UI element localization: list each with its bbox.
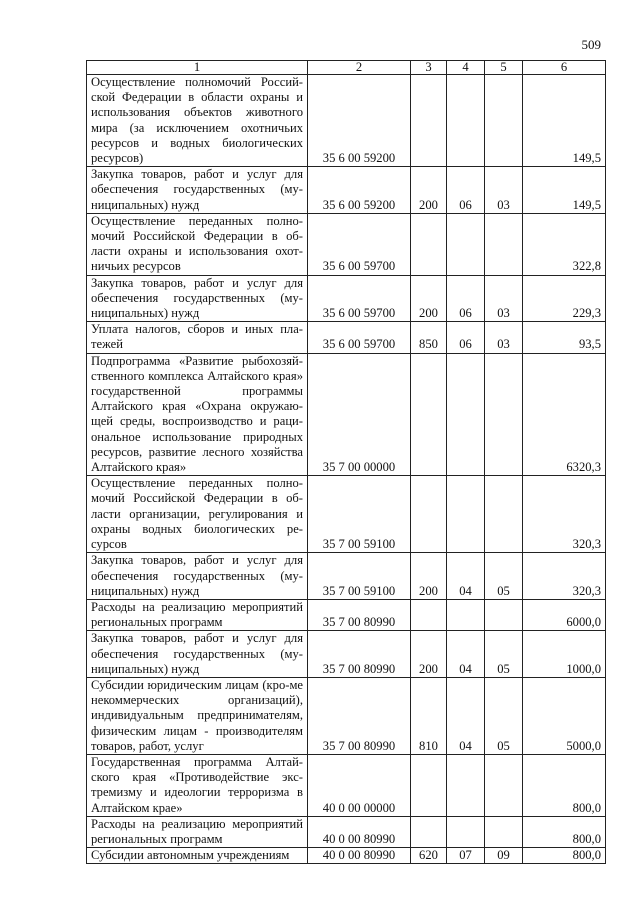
table-row [87, 553, 606, 600]
section-cell [447, 213, 485, 275]
table-row [87, 275, 606, 322]
section-cell [447, 353, 485, 476]
item-name-cell: Уплата налогов, сборов и иных пла-тежей [87, 322, 308, 353]
section-cell: 04 [447, 677, 485, 754]
amount-cell: 229,3 [523, 275, 606, 322]
table-row [87, 677, 606, 754]
item-name-cell: Закупка товаров, работ и услуг для обеспечения государственных (му-ниципальных) нужд [87, 631, 308, 678]
subsection-cell: 05 [485, 553, 523, 600]
subsection-cell [485, 754, 523, 816]
table-row [87, 75, 606, 167]
item-name-cell: Подпрограмма «Развитие рыбохозяй-ственного комплекса Алтайского края» государственной программы Алтайского края «Охрана окружаю-щей среды, воспроизводство и раци-ональное использование природных ресурсов, развитие лесного хозяйства Алтайского края» [87, 353, 308, 476]
section-cell [447, 599, 485, 630]
target-code-cell: 35 7 00 80990 [308, 631, 411, 678]
item-name-cell: Осуществление полномочий Россий-ской Федерации в области охраны и использования объектов животного мира (за исключением охотничьих ресурсов и водных биологических ресурсов) [87, 75, 308, 167]
expense-type-cell: 620 [411, 848, 447, 864]
item-name-cell: Субсидии автономным учреждениям [87, 848, 308, 864]
table-row [87, 599, 606, 630]
target-code-cell: 35 6 00 59700 [308, 322, 411, 353]
section-cell: 06 [447, 275, 485, 322]
expense-type-cell: 200 [411, 631, 447, 678]
table-row [87, 816, 606, 847]
target-code-cell: 35 6 00 59700 [308, 213, 411, 275]
column-header: 5 [485, 61, 523, 75]
target-code-cell: 35 6 00 59200 [308, 75, 411, 167]
expense-type-cell [411, 754, 447, 816]
amount-cell: 93,5 [523, 322, 606, 353]
expense-type-cell: 200 [411, 167, 447, 214]
section-cell: 06 [447, 167, 485, 214]
target-code-cell: 35 7 00 00000 [308, 353, 411, 476]
table-row [87, 167, 606, 214]
expense-type-cell [411, 75, 447, 167]
subsection-cell: 03 [485, 322, 523, 353]
amount-cell: 320,3 [523, 553, 606, 600]
table-row [87, 631, 606, 678]
item-name-cell: Закупка товаров, работ и услуг для обеспечения государственных (му-ниципальных) нужд [87, 275, 308, 322]
expense-type-cell: 200 [411, 275, 447, 322]
target-code-cell: 40 0 00 80990 [308, 816, 411, 847]
table-body [87, 75, 606, 864]
subsection-cell [485, 476, 523, 553]
table-row [87, 213, 606, 275]
item-name-cell: Осуществление переданных полно-мочий Российской Федерации в об-ласти охраны и использования охот-ничьих ресурсов [87, 213, 308, 275]
section-cell: 07 [447, 848, 485, 864]
column-header: 1 [87, 61, 308, 75]
table-row [87, 353, 606, 476]
item-name-cell: Расходы на реализацию мероприятий региональных программ [87, 816, 308, 847]
amount-cell: 800,0 [523, 754, 606, 816]
subsection-cell: 03 [485, 167, 523, 214]
column-header: 4 [447, 61, 485, 75]
subsection-cell: 03 [485, 275, 523, 322]
amount-cell: 6000,0 [523, 599, 606, 630]
page-number: 509 [581, 37, 601, 52]
section-cell [447, 75, 485, 167]
item-name-cell: Осуществление переданных полно-мочий Российской Федерации в об-ласти организации, регулирования и охраны водных биологических ре-сурсов [87, 476, 308, 553]
expense-type-cell [411, 816, 447, 847]
budget-table [86, 60, 606, 864]
amount-cell: 149,5 [523, 167, 606, 214]
amount-cell: 320,3 [523, 476, 606, 553]
table-header-row [87, 61, 606, 75]
expense-type-cell: 200 [411, 553, 447, 600]
target-code-cell: 35 7 00 80990 [308, 599, 411, 630]
subsection-cell [485, 353, 523, 476]
target-code-cell: 35 6 00 59200 [308, 167, 411, 214]
subsection-cell: 05 [485, 631, 523, 678]
expense-type-cell [411, 353, 447, 476]
subsection-cell: 09 [485, 848, 523, 864]
section-cell [447, 476, 485, 553]
subsection-cell: 05 [485, 677, 523, 754]
target-code-cell: 35 6 00 59700 [308, 275, 411, 322]
item-name-cell: Государственная программа Алтай-ского края «Противодействие экс-тремизму и идеологии терроризма в Алтайском крае» [87, 754, 308, 816]
amount-cell: 6320,3 [523, 353, 606, 476]
expense-type-cell [411, 599, 447, 630]
amount-cell: 322,8 [523, 213, 606, 275]
target-code-cell: 35 7 00 80990 [308, 677, 411, 754]
table-row [87, 848, 606, 864]
subsection-cell [485, 75, 523, 167]
expense-type-cell [411, 476, 447, 553]
section-cell [447, 816, 485, 847]
item-name-cell: Закупка товаров, работ и услуг для обеспечения государственных (му-ниципальных) нужд [87, 167, 308, 214]
target-code-cell: 35 7 00 59100 [308, 553, 411, 600]
amount-cell: 800,0 [523, 848, 606, 864]
table-row [87, 322, 606, 353]
table-row [87, 476, 606, 553]
target-code-cell: 40 0 00 00000 [308, 754, 411, 816]
column-header: 3 [411, 61, 447, 75]
section-cell: 04 [447, 553, 485, 600]
expense-type-cell: 810 [411, 677, 447, 754]
section-cell: 06 [447, 322, 485, 353]
item-name-cell: Расходы на реализацию мероприятий региональных программ [87, 599, 308, 630]
amount-cell: 800,0 [523, 816, 606, 847]
subsection-cell [485, 213, 523, 275]
amount-cell: 5000,0 [523, 677, 606, 754]
expense-type-cell [411, 213, 447, 275]
section-cell [447, 754, 485, 816]
subsection-cell [485, 816, 523, 847]
item-name-cell: Субсидии юридическим лицам (кро-ме некоммерческих организаций), индивидуальным предпринимателям, физическим лицам - производителям товаров, работ, услуг [87, 677, 308, 754]
amount-cell: 1000,0 [523, 631, 606, 678]
column-header: 2 [308, 61, 411, 75]
amount-cell: 149,5 [523, 75, 606, 167]
expense-type-cell: 850 [411, 322, 447, 353]
subsection-cell [485, 599, 523, 630]
section-cell: 04 [447, 631, 485, 678]
target-code-cell: 35 7 00 59100 [308, 476, 411, 553]
table-row [87, 754, 606, 816]
column-header: 6 [523, 61, 606, 75]
item-name-cell: Закупка товаров, работ и услуг для обеспечения государственных (му-ниципальных) нужд [87, 553, 308, 600]
target-code-cell: 40 0 00 80990 [308, 848, 411, 864]
